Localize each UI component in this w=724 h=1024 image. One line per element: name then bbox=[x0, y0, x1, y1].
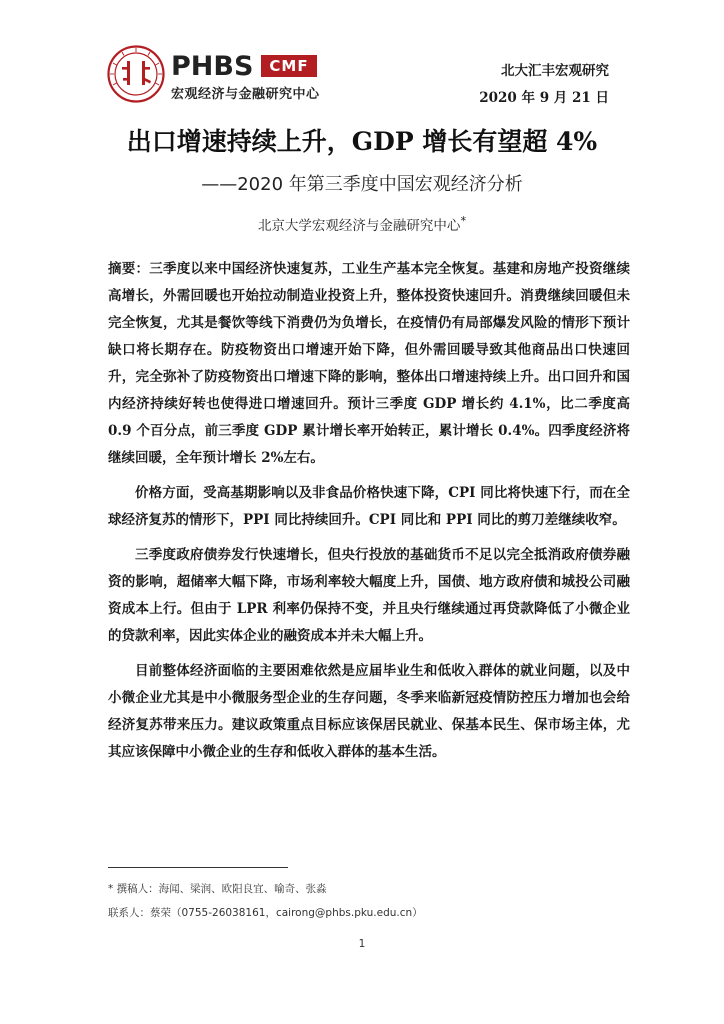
peking-university-seal-icon bbox=[107, 45, 165, 103]
report-body bbox=[108, 256, 630, 774]
page-subtitle: ——2020 年第三季度中国宏观经济分析 bbox=[201, 174, 523, 195]
brand-subtitle: 宏观经济与金融研究中心 bbox=[171, 87, 320, 102]
footnote-contributors: * 撰稿人：海闻、梁润、欧阳良宜、喻奇、张淼 bbox=[108, 883, 327, 895]
series-name: 北大汇丰宏观研究 bbox=[501, 63, 609, 79]
abstract-paragraph: 摘要：三季度以来中国经济快速复苏，工业生产基本完全恢复。基建和房地产投资继续高增长，外需回暖也开始拉动制造业投资上升，整体投资快速回升。消费继续回暖但未完全恢复，尤其是餐饮等线下消费仍为负增长，在疫情仍有局部爆发风险的情形下预计缺口将长期存在。防疫物资出口增速开始下降，但外需回暖导致其他商品出口快速回升，完全弥补了防疫物资出口增速下降的影响，整体出口增速持续上升。出口回升和国内经济持续好转也使得进口增速回升。预计三季度 GDP 增长约 4.1%，比二季度高 0.9 个百分点，前三季度 GDP 累计增长率开始转正，累计增长 0.4%。四季度经济将继续回暖，全年预计增长 2%左右。 bbox=[108, 261, 630, 466]
body-paragraph: 目前整体经济面临的主要困难依然是应届毕业生和低收入群体的就业问题，以及中小微企业尤其是中小微服务型企业的生存问题，冬季来临新冠疫情防控压力增加也会给经济复苏带来压力。建议政策重点目标应该保居民就业、保基本民生、保市场主体，尤其应该保障中小微企业的生存和低收入群体的基本生活。 bbox=[108, 663, 630, 760]
page-number: 1 bbox=[358, 938, 366, 950]
report-date: 2020 年 9 月 21 日 bbox=[479, 90, 609, 106]
body-paragraph: 价格方面，受高基期影响以及非食品价格快速下降，CPI 同比将快速下行，而在全球经济复苏的情形下，PPI 同比持续回升。CPI 同比和 PPI 同比的剪刀差继续收窄。 bbox=[108, 485, 630, 528]
footnote-divider bbox=[108, 867, 288, 868]
footnotes bbox=[108, 877, 628, 925]
author-name: 北京大学宏观经济与金融研究中心 bbox=[257, 218, 461, 234]
brand-wordmark bbox=[171, 51, 317, 81]
footnote-contact: 联系人：蔡荣（0755-26038161，cairong@phbs.pku.edu.cn） bbox=[108, 907, 423, 919]
brand-name: PHBS bbox=[171, 50, 254, 82]
phbs-logo bbox=[107, 45, 347, 107]
page-title: 出口增速持续上升，GDP 增长有望超 4% bbox=[126, 127, 598, 156]
body-paragraph: 三季度政府债券发行快速增长，但央行投放的基础货币不足以完全抵消政府债券融资的影响，超储率大幅下降，市场利率较大幅度上升，国债、地方政府债和城投公司融资成本上行。但由于 LPR 利率仍保持不变，并且央行继续通过再贷款降低了小微企业的贷款利率，因此实体企业的融资成本并未大幅上升。 bbox=[108, 547, 630, 644]
author-line bbox=[0, 214, 724, 234]
author-footnote-mark: * bbox=[460, 214, 467, 228]
brand-badge: CMF bbox=[261, 55, 316, 77]
header-meta bbox=[479, 58, 609, 112]
